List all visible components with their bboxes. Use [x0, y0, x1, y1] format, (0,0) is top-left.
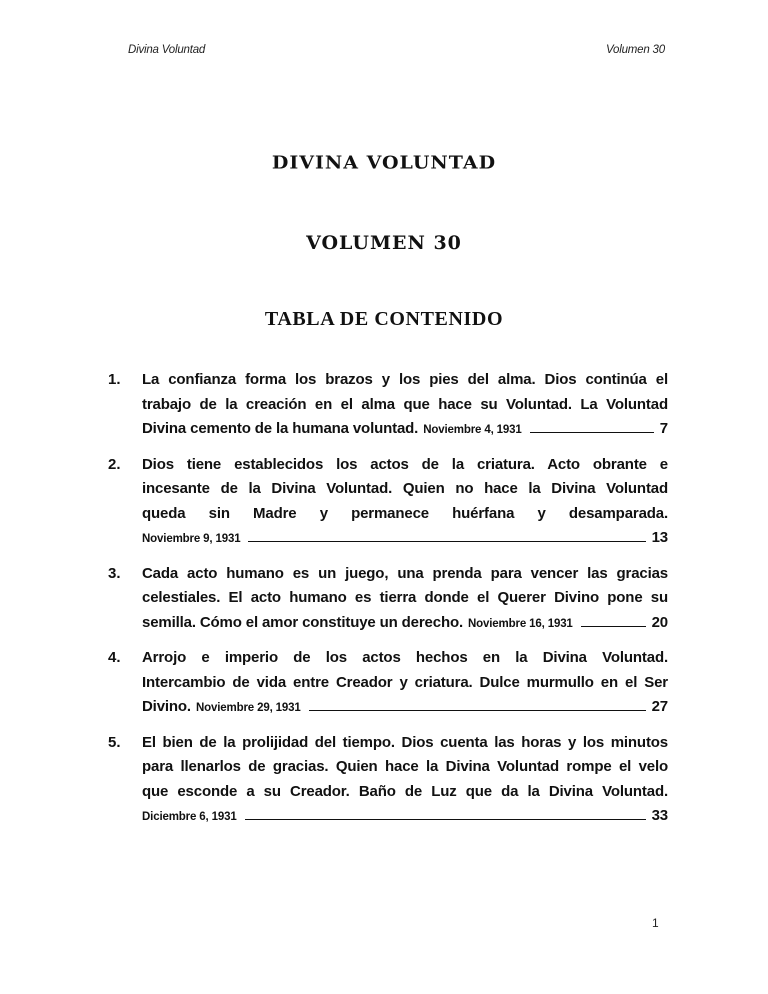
toc-entry-line: Divina cemento de la humana voluntad. — [142, 420, 419, 437]
toc-entry[interactable] — [108, 368, 668, 443]
toc-entry-date: Noviembre 4, 1931 — [423, 424, 522, 436]
toc-entry-line: Intercambio de vida entre Creador y criatura. Dulce murmullo en el Ser — [142, 673, 668, 691]
toc-entry-page[interactable]: 27 — [651, 698, 668, 715]
toc-entry-title — [142, 562, 668, 637]
toc-entry-line: Dios tiene establecidos los actos de la criatura. Acto obrante e — [142, 455, 668, 473]
page-number: 1 — [652, 916, 659, 930]
toc-entry-title — [142, 646, 668, 721]
toc-entry[interactable] — [108, 562, 668, 637]
running-header-right: Volumen 30 — [606, 44, 665, 56]
toc-entry-last-line — [142, 611, 668, 637]
toc-entry-line: incesante de la Divina Voluntad. Quien no hace la Divina Voluntad — [142, 480, 668, 497]
toc-entry-line: Arrojo e imperio de los actos hechos en la Divina Voluntad. — [142, 649, 668, 666]
dot-leader — [245, 818, 646, 820]
dot-leader — [309, 709, 646, 711]
toc-entry-number: 3. — [108, 564, 121, 582]
toc-entry-line: celestiales. El acto humano es tierra donde el Querer Divino pone su — [142, 589, 668, 606]
toc-entry-line: queda sin Madre y permanece huérfana y desamparada. — [142, 504, 668, 522]
running-header-left: Divina Voluntad — [128, 44, 206, 56]
toc-entry-page[interactable]: 33 — [651, 807, 668, 824]
toc-entry-line: semilla. Cómo el amor constituye un derecho. — [142, 613, 463, 631]
toc-entry-last-line — [142, 417, 668, 443]
dot-leader — [248, 540, 645, 542]
toc-entry[interactable] — [108, 453, 668, 552]
toc-entry-date: Diciembre 6, 1931 — [142, 811, 237, 823]
toc-entry-line: que esconde a su Creador. Baño de Luz que da la Divina Voluntad. — [142, 782, 668, 800]
toc-entry-last-line — [142, 526, 668, 552]
toc-entry-title — [142, 731, 668, 830]
dot-leader — [581, 625, 646, 627]
toc-entry-number: 1. — [108, 371, 121, 388]
toc-entry-date: Noviembre 9, 1931 — [142, 533, 241, 545]
toc-entry-last-line — [142, 695, 668, 721]
toc-entry-line: La confianza forma los brazos y los pies del alma. Dios continúa el — [142, 371, 668, 388]
toc-entry-page[interactable]: 13 — [651, 529, 668, 546]
toc-entry-date: Noviembre 29, 1931 — [195, 702, 301, 714]
volume-title: VOLUMEN 30 — [306, 232, 462, 254]
toc-entry[interactable] — [108, 731, 668, 830]
toc-entry-last-line — [142, 804, 668, 830]
toc-entry-line: Cada acto humano es un juego, una prenda para vencer las gracias — [142, 564, 668, 582]
toc-entry-number: 4. — [108, 649, 121, 666]
toc-entry-date: Noviembre 16, 1931 — [467, 617, 573, 630]
toc-entry-line: El bien de la prolijidad del tiempo. Dios cuenta las horas y los minutos — [142, 733, 668, 751]
toc-entry-number: 5. — [108, 733, 121, 751]
toc-entry-page[interactable]: 20 — [651, 613, 668, 631]
toc-entry-line: trabajo de la creación en el alma que hace su Voluntad. La Voluntad — [142, 395, 668, 413]
toc-entry[interactable] — [108, 646, 668, 721]
toc-entry-line: Divino. — [142, 698, 191, 715]
toc-heading: TABLA DE CONTENIDO — [264, 308, 504, 330]
toc-entry-title — [142, 368, 668, 443]
toc-entry-title — [142, 453, 668, 552]
table-of-contents — [108, 368, 668, 840]
toc-entry-line: para llenarlos de gracias. Quien hace la Divina Voluntad rompe el velo — [142, 758, 668, 775]
toc-entry-page[interactable]: 7 — [659, 420, 668, 437]
dot-leader — [530, 431, 654, 433]
toc-entry-number: 2. — [108, 455, 121, 473]
document-title: DIVINA VOLUNTAD — [271, 152, 497, 174]
